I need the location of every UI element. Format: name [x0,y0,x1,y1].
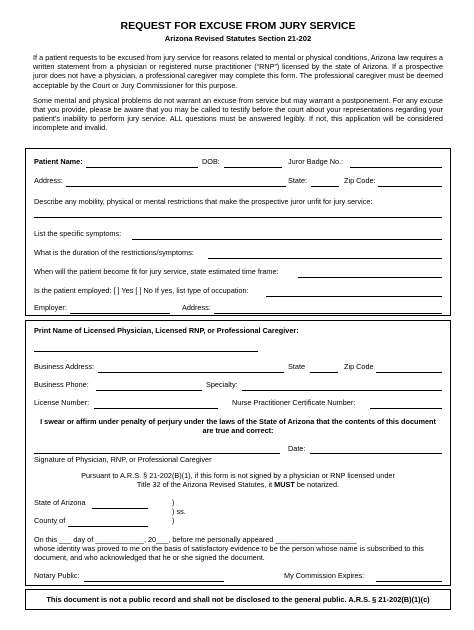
pursuant-text-2a: Title 32 of the Arizona Revised Statutes, it [136,480,273,489]
business-address-field[interactable] [98,372,284,373]
ss-paren-3: ) [172,516,175,525]
zip-field[interactable] [378,186,442,187]
form-title: REQUEST FOR EXCUSE FROM JURY SERVICE [120,20,356,32]
intro-paragraph-2: Some mental and physical problems do not warrant an excuse from service but may warrant a postponement. For any excuse that you provide, please be aware that you may be called to testify before the court about your representations regarding your patient’s inability to perform jury service. ALL questions must be answered legibly. If not, this application will be considered incomplete and invalid. [33,95,443,133]
describe-field[interactable] [34,217,442,218]
patient-name-field[interactable] [86,167,198,168]
swear-statement: I swear or affirm under penalty of perjury under the laws of the State of Arizona that the contents of this document are true and correct: [40,417,436,435]
footer-notice: This document is not a public record and shall not be disclosed to the general public. A.R.S. § 21-202(B)(1)(c) [25,589,451,610]
notary-label: Notary Public: [34,571,80,580]
juror-badge-label: Juror Badge No.: [288,157,344,166]
nurse-cert-field[interactable] [370,408,442,409]
occupation-field[interactable] [266,296,442,297]
license-label: License Number: [34,398,90,407]
nurse-cert-label: Nurse Practitioner Certificate Number: [232,398,356,407]
intro-paragraph-1: If a patient requests to be excused from jury service for reasons related to mental or physical conditions, Arizona law requires a written statement from a physician or registered nurse practitioner (“RNP”) licensed by the state of Arizona. If a prospective juror does not have a physician, a professional caregiver may complete this form. The professional caregiver must be deemed acceptable by the Court or Jury Commissioner for this purpose. [33,53,443,90]
zip-label: Zip Code: [344,176,376,185]
pursuant-text-2b: be notarized. [296,480,340,489]
ss-label: ) ss. [172,507,186,516]
signature-label: Signature of Physician, RNP, or Professional Caregiver [34,455,212,464]
duration-field[interactable] [208,258,442,259]
juror-badge-field[interactable] [350,167,442,168]
state-label: State: [288,176,308,185]
signature-field[interactable] [34,453,280,454]
business-phone-field[interactable] [96,390,202,391]
whose-identity-text: whose identity was proved to me on the basis of satisfactory evidence to be the person whose name is subscribed to this document, and who acknowledged that he or she signed the document. [34,544,424,562]
date-field[interactable] [310,453,442,454]
duration-label: What is the duration of the restrictions/symptoms: [34,248,194,257]
pursuant-text-2 [34,480,442,489]
form-subtitle: Arizona Revised Statutes Section 21-202 [164,34,312,43]
state-field[interactable] [311,186,339,187]
address-field[interactable] [66,186,286,187]
county-field[interactable] [68,526,148,527]
commission-label: My Commission Expires: [284,571,365,580]
provider-state-field[interactable] [310,372,338,373]
pursuant-text-1: Pursuant to A.R.S. § 21-202(B)(1), if this form is not signed by a physician or RNP licensed under [81,471,395,480]
state-of-field[interactable] [92,508,148,509]
describe-label: Describe any mobility, physical or mental restrictions that make the prospective juror unfit for jury service: [34,197,373,206]
symptoms-field[interactable] [132,239,442,240]
date-label: Date: [288,444,306,453]
commission-field[interactable] [376,581,442,582]
employer-field[interactable] [70,313,170,314]
pursuant-must: MUST [274,480,295,489]
state-of-label: State of Arizona [34,498,86,507]
fit-field[interactable] [298,277,442,278]
employer-address-label: Address: [182,303,211,312]
business-phone-label: Business Phone: [34,380,89,389]
license-field[interactable] [94,408,218,409]
dob-field[interactable] [224,167,282,168]
print-name-label: Print Name of Licensed Physician, Licensed RNP, or Professional Caregiver: [34,326,299,335]
on-this-day-text: On this ___ day of ____________, 20___, before me personally appeared ____________________ [34,535,357,544]
business-address-label: Business Address: [34,362,95,371]
ss-paren-1: ) [172,498,175,507]
specialty-label: Specialty: [206,380,238,389]
employer-label: Employer: [34,303,67,312]
provider-section [25,320,451,586]
specialty-field[interactable] [242,390,442,391]
print-name-field[interactable] [34,351,258,352]
address-label: Address: [34,176,63,185]
symptoms-label: List the specific symptoms: [34,229,122,238]
county-label: County of [34,516,66,525]
employer-address-field[interactable] [214,313,442,314]
notary-field[interactable] [84,581,224,582]
dob-label: DOB: [202,157,220,166]
employed-label: Is the patient employed: [ ] Yes [ ] No If yes, list type of occupation: [34,286,249,295]
provider-zip-field[interactable] [376,372,442,373]
patient-section [25,148,451,316]
provider-state-label: State [288,362,306,371]
provider-zip-label: Zip Code [344,362,374,371]
form-header [25,20,451,133]
fit-label: When will the patient become fit for jury service, state estimated time frame: [34,267,279,276]
patient-name-label: Patient Name: [34,157,83,166]
